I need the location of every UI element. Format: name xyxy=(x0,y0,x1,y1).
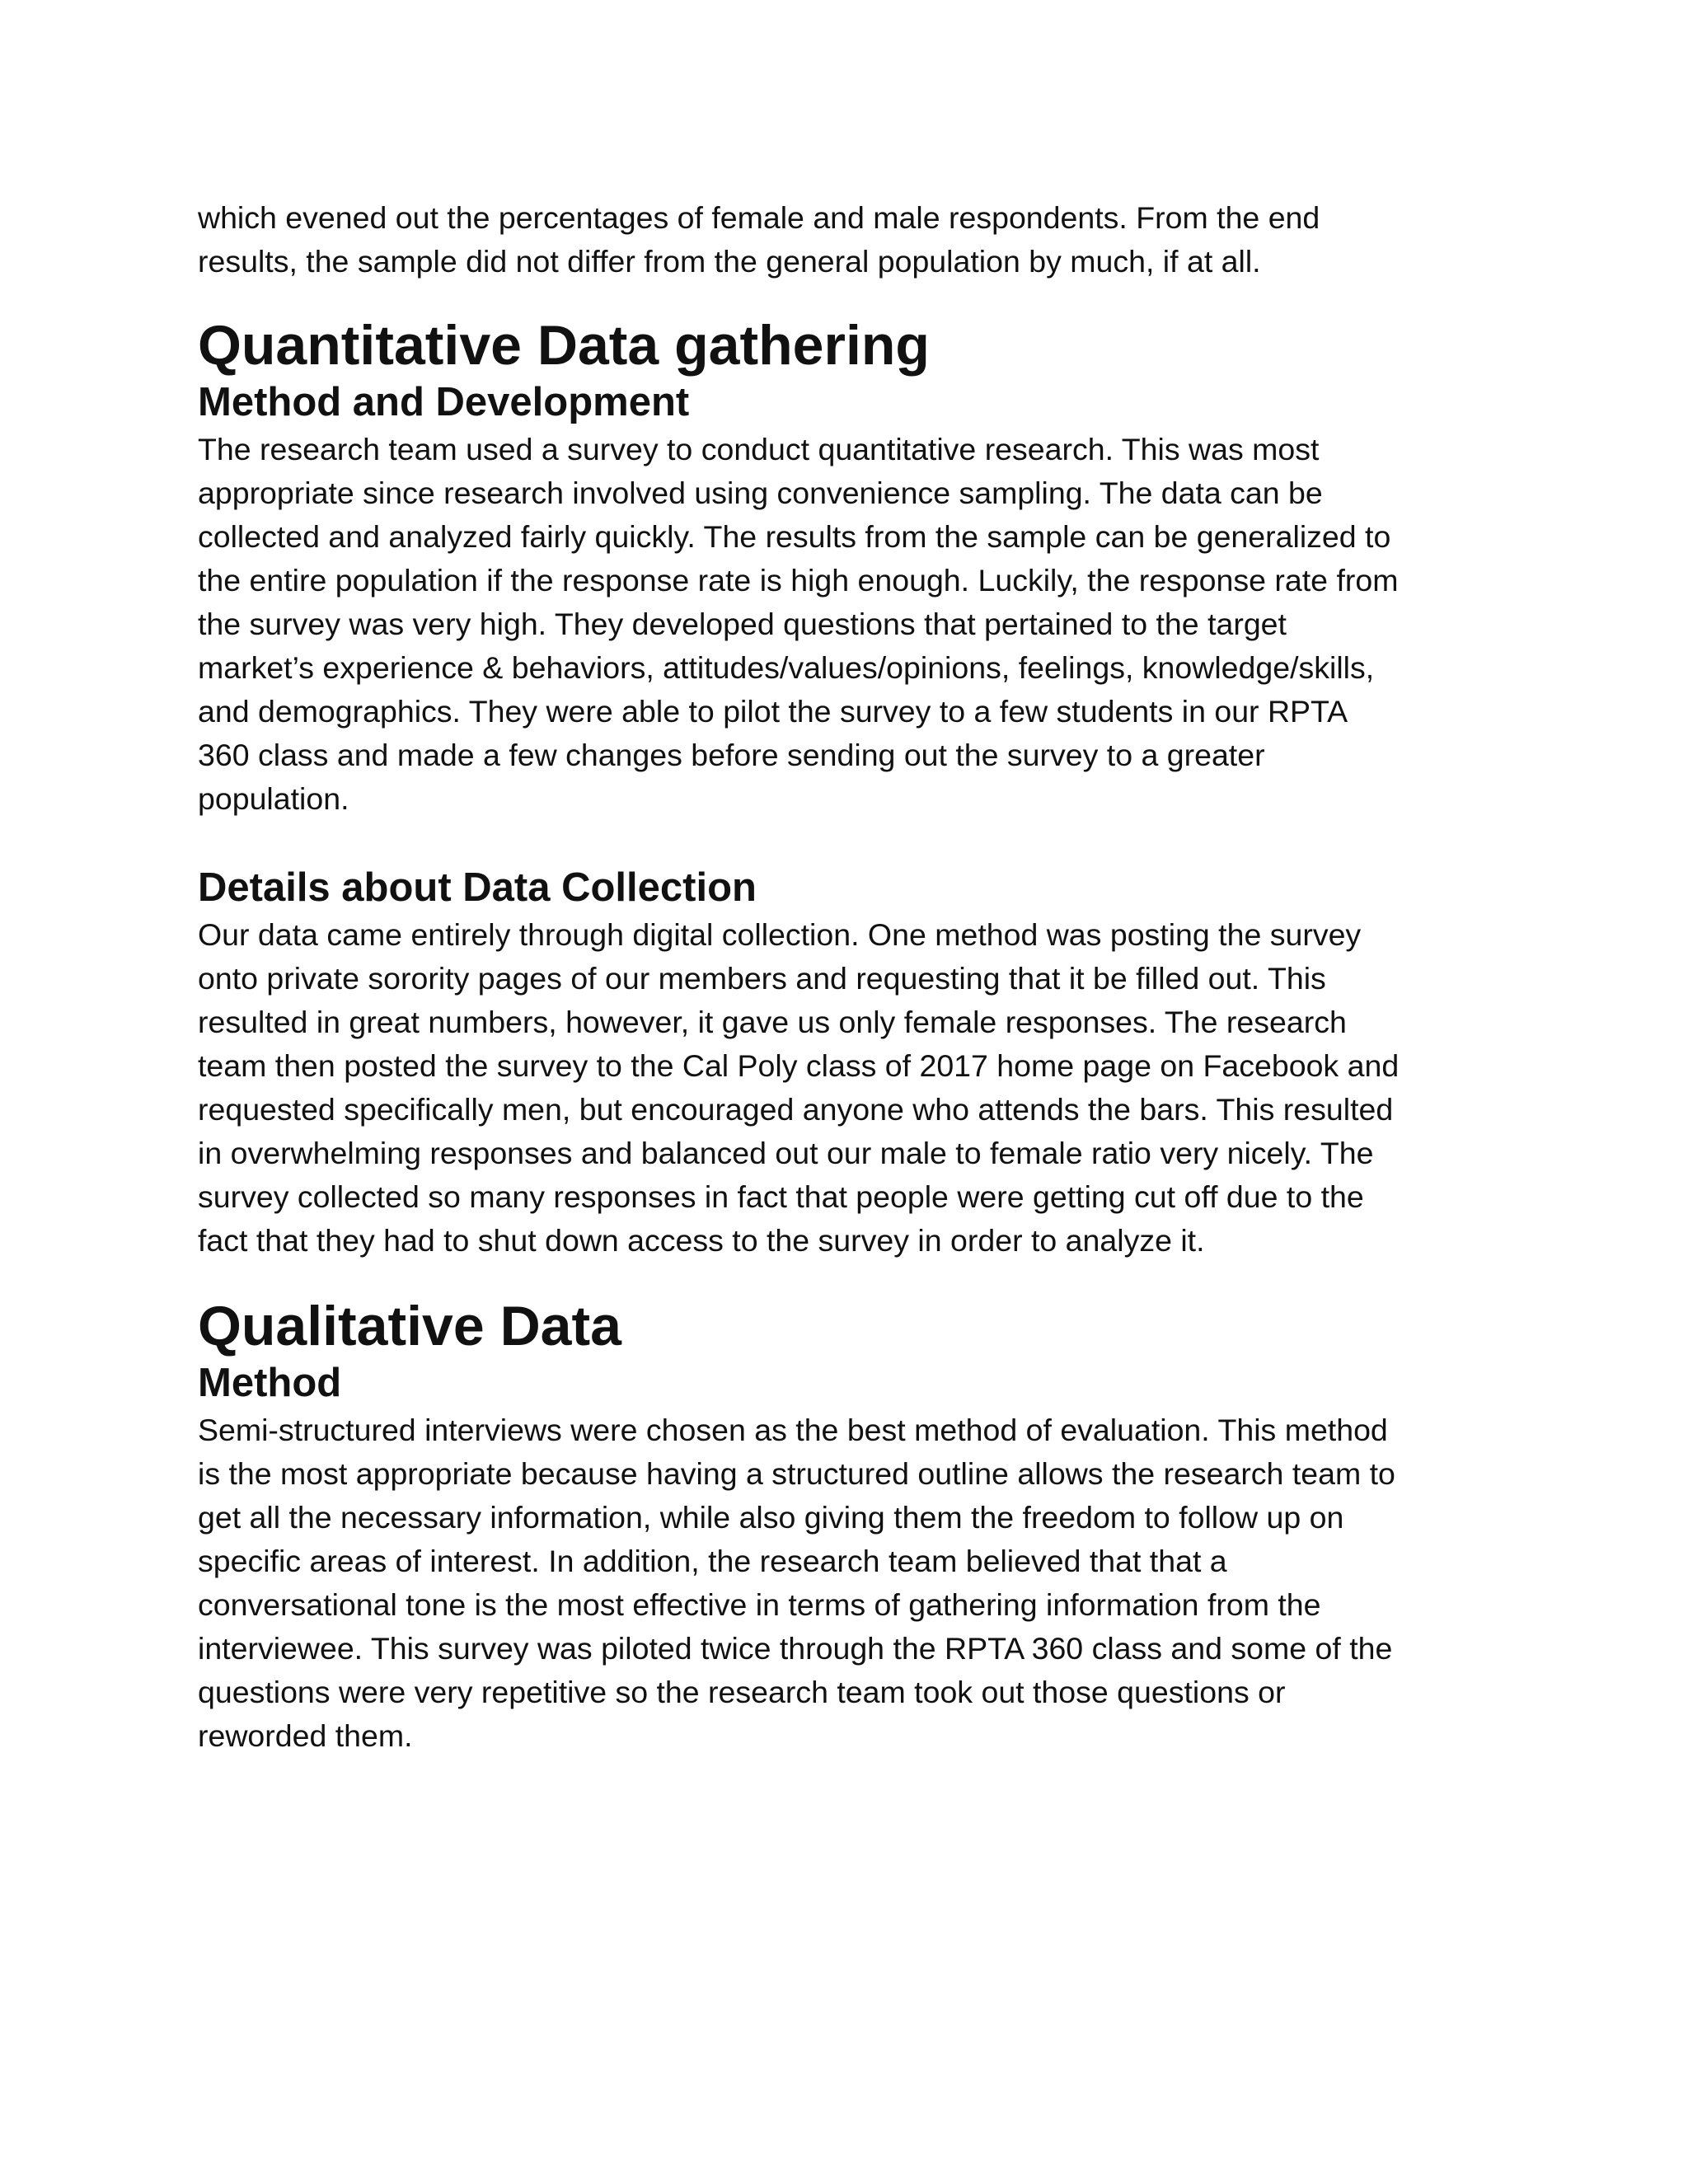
subheading-method-development: Method and Development xyxy=(198,380,690,424)
subheading-data-collection: Details about Data Collection xyxy=(198,865,757,910)
text-line: conversational tone is the most effective in terms of gathering information from the xyxy=(198,1587,1321,1622)
text-line: and demographics. They were able to pilot the survey to a few students in our RPTA xyxy=(198,694,1348,729)
text-line: 360 class and made a few changes before sending out the survey to a greater xyxy=(198,738,1265,772)
text-line: collected and analyzed fairly quickly. The results from the sample can be generalized to xyxy=(198,519,1391,554)
data-collection-paragraph xyxy=(198,913,1500,1263)
text-line: questions were very repetitive so the research team took out those questions or xyxy=(198,1675,1286,1709)
text-line: The research team used a survey to conduct quantitative research. This was most xyxy=(198,432,1320,466)
text-line: survey collected so many responses in fact that people were getting cut off due to the xyxy=(198,1179,1364,1214)
text-line: fact that they had to shut down access to the survey in order to analyze it. xyxy=(198,1223,1205,1258)
method-paragraph xyxy=(198,1408,1500,1758)
text-line: the survey was very high. They developed questions that pertained to the target xyxy=(198,607,1287,641)
text-line: reworded them. xyxy=(198,1718,413,1753)
text-line: specific areas of interest. In addition, the research team believed that that a xyxy=(198,1544,1227,1578)
text-line: appropriate since research involved using convenience sampling. The data can be xyxy=(198,476,1323,510)
subheading-method: Method xyxy=(198,1361,342,1405)
text-line: requested specifically men, but encouraged anyone who attends the bars. This resulted xyxy=(198,1092,1394,1127)
text-line: the entire population if the response rate is high enough. Luckily, the response rate from xyxy=(198,563,1399,598)
document-page xyxy=(198,196,1500,1758)
text-line: is the most appropriate because having a structured outline allows the research team to xyxy=(198,1456,1395,1491)
text-line: get all the necessary information, while also giving them the freedom to follow up on xyxy=(198,1500,1344,1535)
method-development-paragraph xyxy=(198,428,1500,821)
text-line: interviewee. This survey was piloted twice through the RPTA 360 class and some of the xyxy=(198,1631,1393,1666)
text-line: onto private sorority pages of our members and requesting that it be filled out. This xyxy=(198,961,1326,996)
text-line: in overwhelming responses and balanced out our male to female ratio very nicely. The xyxy=(198,1136,1374,1170)
text-line: Our data came entirely through digital collection. One method was posting the survey xyxy=(198,917,1362,952)
text-line: resulted in great numbers, however, it gave us only female responses. The research xyxy=(198,1005,1347,1039)
text-line: population. xyxy=(198,781,349,816)
text-line: Semi-structured interviews were chosen as the best method of evaluation. This method xyxy=(198,1413,1388,1447)
section-heading-qualitative: Qualitative Data xyxy=(198,1295,621,1357)
text-line: results, the sample did not differ from the general population by much, if at all. xyxy=(198,244,1261,279)
text-line: market’s experience & behaviors, attitudes/values/opinions, feelings, knowledge/skills, xyxy=(198,650,1375,685)
intro-paragraph xyxy=(198,196,1500,284)
section-heading-quantitative: Quantitative Data gathering xyxy=(198,314,930,377)
text-line: team then posted the survey to the Cal Poly class of 2017 home page on Facebook and xyxy=(198,1048,1400,1083)
text-line: which evened out the percentages of female and male respondents. From the end xyxy=(198,200,1320,235)
